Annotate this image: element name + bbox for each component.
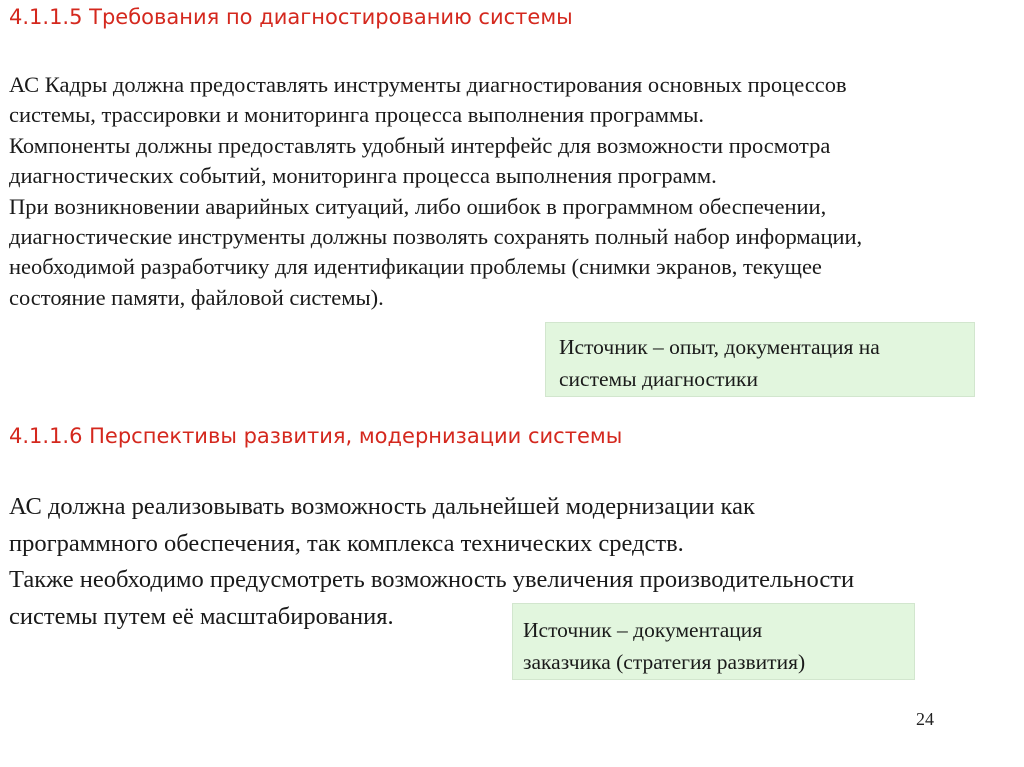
- text-line: системы, трассировки и мониторинга процесса выполнения программы.: [9, 102, 704, 128]
- page-number: 24: [916, 709, 934, 729]
- source-note-development: [512, 603, 915, 680]
- section-heading-development: 4.1.1.6 Перспективы развития, модернизации системы: [9, 424, 623, 448]
- text-line: Компоненты должны предоставлять удобный интерфейс для возможности просмотра: [9, 132, 831, 158]
- text-line: программного обеспечения, так комплекса технических средств.: [9, 529, 684, 557]
- source-note-line: системы диагностики: [559, 367, 758, 391]
- text-line: состояние памяти, файловой системы).: [9, 284, 384, 310]
- source-note-line: заказчика (стратегия развития): [523, 650, 806, 674]
- text-line: системы путем её масштабирования.: [9, 602, 394, 630]
- text-line: диагностические инструменты должны позволять сохранять полный набор информации,: [9, 224, 863, 250]
- section-heading-diagnostics: 4.1.1.5 Требования по диагностированию системы: [9, 5, 573, 29]
- text-line: АС должна реализовывать возможность дальнейшей модернизации как: [9, 493, 755, 520]
- diagnostics-paragraph: [9, 70, 1014, 313]
- text-line: АС Кадры должна предоставлять инструменты диагностирования основных процессов: [9, 72, 847, 97]
- text-line: При возникновении аварийных ситуаций, либо ошибок в программном обеспечении,: [9, 193, 827, 219]
- source-note-line: Источник – документация: [523, 618, 763, 642]
- source-note-diagnostics: [545, 322, 975, 397]
- text-line: необходимой разработчику для идентификации проблемы (снимки экранов, текущее: [9, 254, 822, 280]
- text-line: Также необходимо предусмотреть возможность увеличения производительности: [9, 566, 855, 593]
- text-line: диагностических событий, мониторинга процесса выполнения программ.: [9, 163, 717, 189]
- source-note-line: Источник – опыт, документация на: [559, 335, 880, 359]
